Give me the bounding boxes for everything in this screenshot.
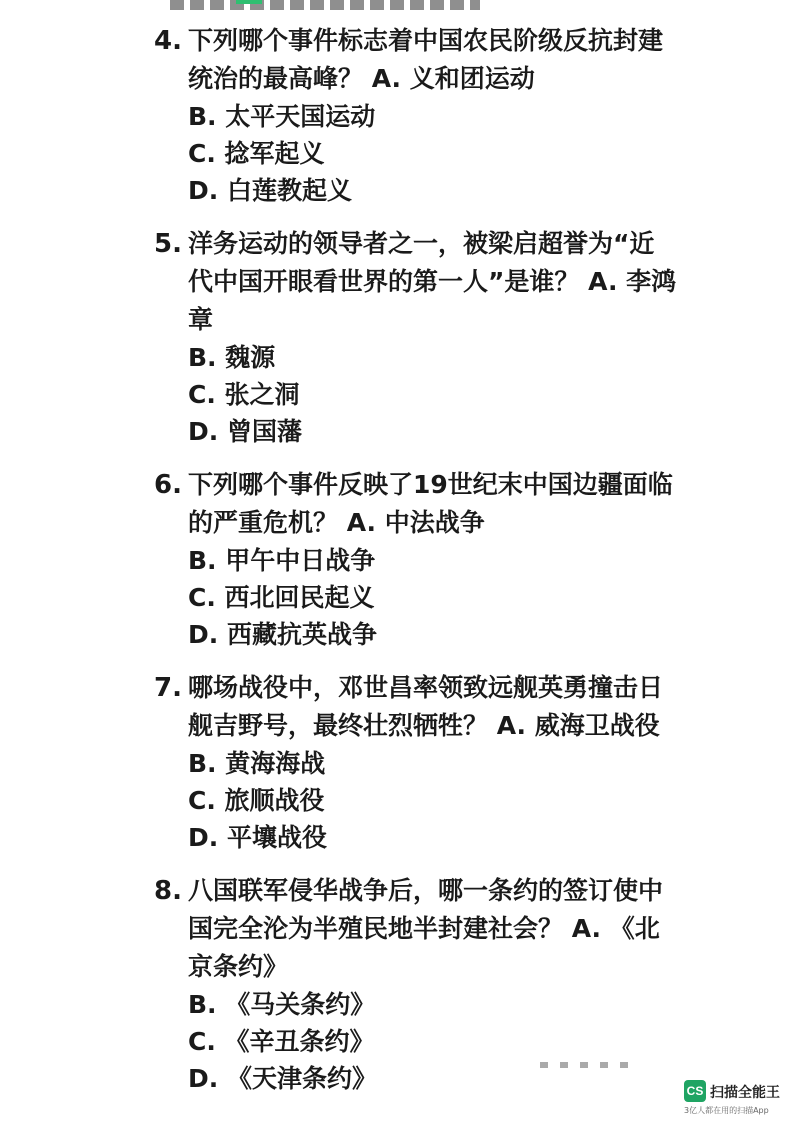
question-text-line: 国完全沦为半殖民地半封建社会？ A. 《北 <box>188 914 660 943</box>
option-d: D. 平壤战役 <box>188 823 327 852</box>
question-6 <box>0 466 794 653</box>
cropped-bottom-text <box>540 1062 640 1068</box>
option-b: B. 黄海海战 <box>188 749 326 778</box>
question-text-line: 章 <box>188 305 214 334</box>
question-number: 5. <box>154 229 182 259</box>
question-text-line: 京条约》 <box>188 952 289 981</box>
option-d: D. 白莲教起义 <box>188 176 352 205</box>
watermark-tagline: 3亿人都在用的扫描App <box>684 1106 769 1115</box>
question-text-line: 哪场战役中，邓世昌率领致远舰英勇撞击日 <box>188 673 664 702</box>
option-b: B. 魏源 <box>188 343 276 372</box>
watermark-app-name: 扫描全能王 <box>710 1085 780 1101</box>
question-text-line: 下列哪个事件标志着中国农民阶级反抗封建 <box>188 26 664 55</box>
option-b: B. 太平天国运动 <box>188 102 376 131</box>
question-4 <box>0 22 794 209</box>
question-number: 8. <box>154 876 182 906</box>
option-d: D. 西藏抗英战争 <box>188 620 377 649</box>
cropped-top-text <box>170 0 480 10</box>
question-text-line: 洋务运动的领导者之一，被梁启超誉为“近 <box>188 229 655 258</box>
option-c: C. 旅顺战役 <box>188 786 325 815</box>
question-number: 4. <box>154 26 182 56</box>
option-b: B. 甲午中日战争 <box>188 546 376 575</box>
option-b: B. 《马关条约》 <box>188 990 376 1019</box>
option-c: C. 西北回民起义 <box>188 583 375 612</box>
option-c: C. 《辛丑条约》 <box>188 1027 375 1056</box>
question-5 <box>0 225 794 450</box>
question-text-line: 代中国开眼看世界的第一人”是谁？ A. 李鸿 <box>188 267 677 296</box>
option-c: C. 张之洞 <box>188 380 300 409</box>
question-8 <box>0 872 794 1097</box>
question-number: 7. <box>154 673 182 703</box>
option-d: D. 《天津条约》 <box>188 1064 377 1093</box>
question-text-line: 八国联军侵华战争后，哪一条约的签订使中 <box>188 876 664 905</box>
question-text-line: 统治的最高峰？ A. 义和团运动 <box>188 64 535 93</box>
scanner-watermark <box>684 1080 788 1116</box>
question-7 <box>0 669 794 856</box>
question-text-line: 舰吉野号，最终壮烈牺牲？ A. 威海卫战役 <box>188 711 660 740</box>
question-text-line: 下列哪个事件反映了19世纪末中国边疆面临 <box>188 470 673 499</box>
option-c: C. 捻军起义 <box>188 139 325 168</box>
camscanner-logo-icon: CS <box>684 1080 706 1102</box>
cropped-top-highlight <box>236 0 262 4</box>
question-text-line: 的严重危机？ A. 中法战争 <box>188 508 485 537</box>
question-list <box>0 22 794 1113</box>
question-number: 6. <box>154 470 182 500</box>
option-d: D. 曾国藩 <box>188 417 302 446</box>
